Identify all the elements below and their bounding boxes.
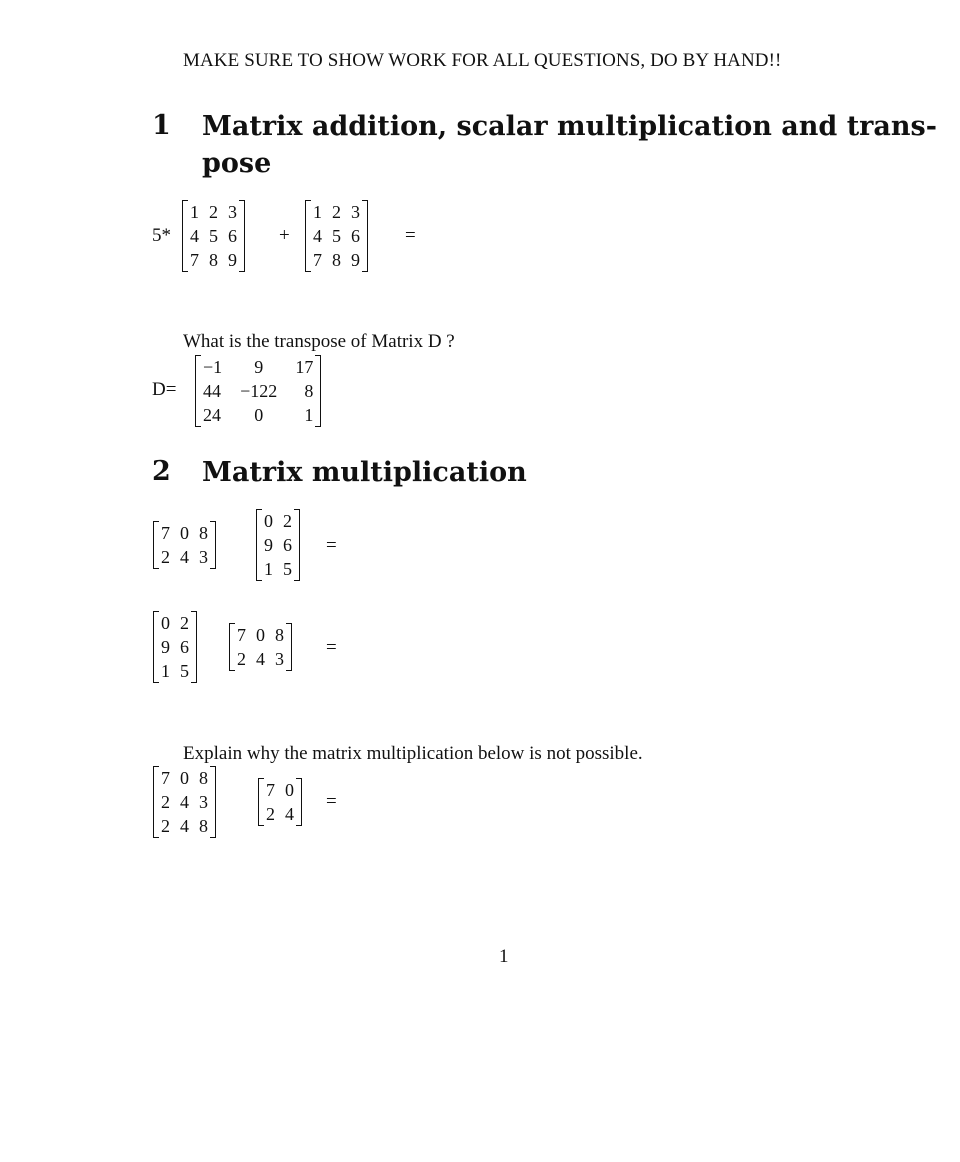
bracket-right (191, 611, 197, 683)
matrix-row (159, 659, 191, 683)
matrix-cell: 7 (237, 625, 246, 645)
matrix-cell: 6 (228, 226, 237, 246)
bracket-right (296, 778, 302, 826)
matrix-cell: 9 (351, 250, 360, 270)
matrix-cell: 6 (351, 226, 360, 246)
matrix-cell: 3 (228, 202, 237, 222)
matrix-cell: 0 (256, 625, 265, 645)
matrix-cell: 2 (161, 792, 170, 812)
matrix-row (311, 224, 362, 248)
matrix-cell: 8 (304, 381, 314, 401)
matrix-cell: 4 (190, 226, 199, 246)
bracket-right (210, 766, 216, 838)
matrix-cell: 4 (180, 816, 189, 836)
matrix-cell: 0 (180, 768, 189, 788)
matrix-cell: 7 (313, 250, 322, 270)
matrix-cell: 5 (180, 661, 189, 681)
bracket-right (294, 509, 300, 581)
matrix-cell: 0 (254, 405, 264, 425)
matrix-row (188, 224, 239, 248)
matrix-row (159, 611, 191, 635)
mult1-right-grid (262, 509, 294, 581)
matrix-cell: 7 (190, 250, 199, 270)
matrix-row (262, 533, 294, 557)
matrix-row (159, 635, 191, 659)
matrix-cell: 2 (266, 804, 275, 824)
bracket-left (305, 200, 311, 272)
matrix-row (159, 814, 210, 838)
matrix-cell: 7 (266, 780, 275, 800)
matrix-cell: −1 (203, 357, 223, 377)
matrix-cell: 0 (180, 523, 189, 543)
matrix-cell: 4 (313, 226, 322, 246)
matrix-row (262, 509, 294, 533)
matrix-cell: 4 (256, 649, 265, 669)
matrix-cell: 3 (199, 792, 208, 812)
matrix-a (182, 200, 245, 272)
matrix-row (311, 248, 362, 272)
mult2-left-matrix (153, 611, 197, 683)
matrix-cell: 2 (283, 511, 292, 531)
section-1-title (202, 108, 937, 182)
matrix-row (201, 379, 315, 403)
matrix-cell: 6 (180, 637, 189, 657)
matrix-cell: 2 (237, 649, 246, 669)
bracket-left (153, 766, 159, 838)
matrix-cell: 9 (161, 637, 170, 657)
matrix-row (201, 355, 315, 379)
matrix-cell: 24 (203, 405, 221, 425)
matrix-d-label: D= (152, 379, 177, 400)
matrix-cell: 3 (275, 649, 284, 669)
bracket-left (258, 778, 264, 826)
matrix-cell: 8 (199, 768, 208, 788)
bracket-left (195, 355, 201, 427)
matrix-cell: 9 (254, 357, 264, 377)
matrix-cell: 2 (332, 202, 341, 222)
matrix-d (195, 355, 321, 427)
matrix-cell: 0 (264, 511, 273, 531)
matrix-cell: 2 (161, 816, 170, 836)
matrix-row (264, 778, 296, 802)
matrix-row (159, 545, 210, 569)
bracket-left (229, 623, 235, 671)
matrix-cell: 8 (209, 250, 218, 270)
bracket-right (286, 623, 292, 671)
equals-sign: = (326, 791, 337, 812)
matrix-row (201, 403, 315, 427)
mult2-right-grid (235, 623, 286, 671)
matrix-a-grid (188, 200, 239, 272)
transpose-prompt: What is the transpose of Matrix D ? (183, 331, 455, 352)
mult2-left-grid (159, 611, 191, 683)
matrix-row (188, 200, 239, 224)
matrix-cell: 4 (180, 792, 189, 812)
equals-sign: = (405, 225, 416, 246)
bracket-right (210, 521, 216, 569)
page-number: 1 (499, 946, 509, 967)
mult1-right-matrix (256, 509, 300, 581)
matrix-row (235, 623, 286, 647)
mult2-right-matrix (229, 623, 292, 671)
matrix-cell: 8 (199, 523, 208, 543)
matrix-cell: 1 (190, 202, 199, 222)
mult3-left-matrix (153, 766, 216, 838)
matrix-d-grid (201, 355, 315, 427)
bracket-left (256, 509, 262, 581)
bracket-right (315, 355, 321, 427)
matrix-cell: 0 (161, 613, 170, 633)
bracket-left (153, 521, 159, 569)
matrix-cell: 2 (161, 547, 170, 567)
matrix-cell: 6 (283, 535, 292, 555)
matrix-cell: 17 (295, 357, 314, 377)
matrix-cell: 5 (332, 226, 341, 246)
matrix-row (188, 248, 239, 272)
matrix-b-grid (311, 200, 362, 272)
section-2-number: 2 (152, 456, 171, 487)
mult3-left-grid (159, 766, 210, 838)
matrix-cell: 8 (199, 816, 208, 836)
matrix-cell: 2 (209, 202, 218, 222)
scalar-factor: 5* (152, 225, 171, 246)
bracket-right (362, 200, 368, 272)
matrix-cell: 1 (264, 559, 273, 579)
section-1-number: 1 (152, 110, 171, 141)
matrix-b (305, 200, 368, 272)
matrix-cell: 1 (161, 661, 170, 681)
mult1-left-matrix (153, 521, 216, 569)
matrix-row (235, 647, 286, 671)
matrix-cell: 0 (285, 780, 294, 800)
matrix-cell: 9 (264, 535, 273, 555)
mult3-right-grid (264, 778, 296, 826)
matrix-cell: 7 (161, 523, 170, 543)
matrix-cell: 8 (332, 250, 341, 270)
section-1-title-line-1: Matrix addition, scalar multiplication and trans- (202, 111, 937, 142)
plus-sign: + (279, 225, 290, 246)
matrix-cell: 1 (313, 202, 322, 222)
matrix-cell: 9 (228, 250, 237, 270)
mult3-right-matrix (258, 778, 302, 826)
instructions-notice: MAKE SURE TO SHOW WORK FOR ALL QUESTIONS, DO BY HAND!! (183, 50, 782, 71)
section-1-title-line-2: pose (202, 148, 272, 179)
matrix-cell: 5 (209, 226, 218, 246)
matrix-cell: −122 (240, 381, 278, 401)
matrix-cell: 4 (180, 547, 189, 567)
matrix-cell: 3 (351, 202, 360, 222)
impossible-prompt: Explain why the matrix multiplication below is not possible. (183, 743, 643, 764)
mult1-left-grid (159, 521, 210, 569)
matrix-cell: 8 (275, 625, 284, 645)
matrix-row (262, 557, 294, 581)
equals-sign: = (326, 637, 337, 658)
matrix-cell: 7 (161, 768, 170, 788)
bracket-right (239, 200, 245, 272)
matrix-cell: 3 (199, 547, 208, 567)
matrix-row (311, 200, 362, 224)
matrix-cell: 44 (203, 381, 221, 401)
matrix-cell: 1 (304, 405, 314, 425)
matrix-row (159, 790, 210, 814)
matrix-cell: 4 (285, 804, 294, 824)
bracket-left (182, 200, 188, 272)
matrix-row (264, 802, 296, 826)
matrix-row (159, 521, 210, 545)
bracket-left (153, 611, 159, 683)
section-2-title: Matrix multiplication (202, 457, 527, 488)
matrix-row (159, 766, 210, 790)
equals-sign: = (326, 535, 337, 556)
matrix-cell: 2 (180, 613, 189, 633)
matrix-cell: 5 (283, 559, 292, 579)
